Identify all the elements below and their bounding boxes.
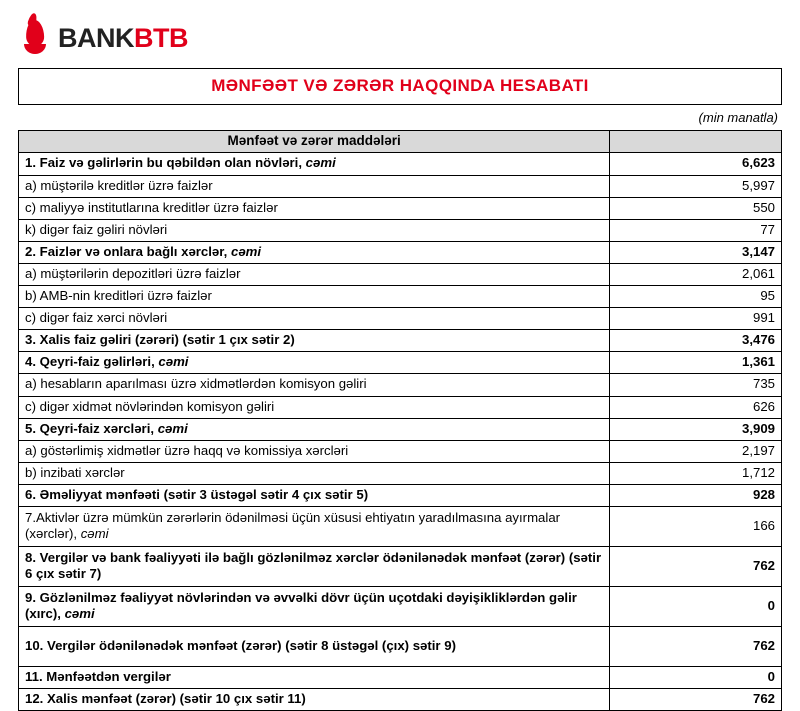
row-label [19,219,610,241]
table-row [19,197,782,219]
row-label-text: c) maliyyə institutlarına kreditlər üzrə faizlər [25,199,278,215]
flame-icon [22,18,48,58]
table-row [19,462,782,484]
row-label-text: a) müştərilərin depozitləri üzrə faizlər [25,265,241,281]
row-label-text: a) müştərilə kreditlər üzrə faizlər [25,177,213,193]
row-label [19,374,610,396]
row-label-text: 12. Xalis mənfəət (zərər) (sətir 10 çıx sətir 11) [25,691,306,707]
row-label [19,626,610,666]
row-value: 928 [610,484,782,506]
table-row [19,586,782,626]
row-value: 991 [610,308,782,330]
row-label-emphasis: cəmi [157,420,188,436]
row-label-emphasis: cəmi [305,155,336,171]
row-label-text: 5. Qeyri-faiz xərcləri, [25,420,158,436]
row-label-text: 1. Faiz və gəlirlərin bu qəbildən olan növləri, [25,155,306,171]
row-value: 2,061 [610,263,782,285]
page-title: MƏNFƏƏT VƏ ZƏRƏR HAQQINDA HESABATI [211,76,589,95]
row-label [19,352,610,374]
row-label [19,666,610,688]
table-row [19,286,782,308]
row-label [19,263,610,285]
table-row [19,506,782,546]
row-label-text: 3. Xalis faiz gəliri (zərəri) (sətir 1 çıx sətir 2) [25,332,295,348]
row-label-emphasis: cəmi [158,354,189,370]
row-label-emphasis: cəmi [80,525,109,541]
report-title-bar [18,68,782,105]
logo-wordmark [58,22,188,53]
row-label [19,546,610,586]
table-body [19,131,782,711]
row-value: 1,361 [610,352,782,374]
row-label-emphasis: cəmi [230,243,262,259]
row-label [19,484,610,506]
logo-text-secondary: BTB [134,22,188,53]
table-header-row [19,131,782,153]
table-row [19,484,782,506]
table-row [19,626,782,666]
table-row [19,153,782,175]
row-label-text: k) digər faiz gəliri növləri [25,221,168,237]
row-value: 762 [610,546,782,586]
row-value: 735 [610,374,782,396]
row-label-text: 6. Əməliyyat mənfəəti (sətir 3 üstəgəl sətir 4 çıx sətir 5) [25,486,369,502]
row-label-text: 4. Qeyri-faiz gəlirləri, [25,354,159,370]
table-row [19,546,782,586]
table-row [19,175,782,197]
row-label [19,308,610,330]
row-label [19,586,610,626]
row-label-text: c) digər xidmət növlərindən komisyon gəliri [25,398,275,414]
row-value: 166 [610,506,782,546]
row-label [19,330,610,352]
row-label-text: 11. Mənfəətdən vergilər [25,668,171,684]
row-label [19,506,610,546]
table-header-value [610,131,782,153]
row-label-text: 8. Vergilər və bank fəaliyyəti ilə bağlı gözlənilməz xərclər ödənilənədək mənfəət (zərər) (sətir 6 çıx sətir 7) [25,549,602,581]
row-label-text: a) göstərlimiş xidmətlər üzrə haqq və komissiya xərcləri [25,442,349,458]
row-value: 550 [610,197,782,219]
table-row [19,374,782,396]
brand-logo [18,14,782,62]
table-row [19,219,782,241]
table-row [19,263,782,285]
row-value: 762 [610,626,782,666]
row-value: 6,623 [610,153,782,175]
row-value: 3,909 [610,418,782,440]
row-label [19,462,610,484]
table-header-label: Mənfəət və zərər maddələri [19,131,610,153]
row-label-text: b) AMB-nin kreditləri üzrə faizlər [25,288,212,304]
table-row [19,396,782,418]
row-label [19,241,610,263]
row-label [19,197,610,219]
table-row [19,308,782,330]
row-label [19,689,610,711]
table-row [19,689,782,711]
row-label [19,440,610,462]
row-value: 5,997 [610,175,782,197]
row-value: 77 [610,219,782,241]
row-label [19,175,610,197]
logo-text-primary: BANK [58,22,134,53]
row-value: 3,476 [610,330,782,352]
table-row [19,330,782,352]
table-row [19,241,782,263]
row-value: 3,147 [610,241,782,263]
row-label [19,286,610,308]
row-label [19,418,610,440]
row-value: 95 [610,286,782,308]
row-label-text: 7.Aktivlər üzrə mümkün zərərlərin ödənilməsi üçün xüsusi ehtiyatın yaradılmasına ayırmalar (xərclər), [25,509,561,541]
units-note: (min manatla) [698,110,778,125]
table-row [19,352,782,374]
row-label [19,153,610,175]
table-row [19,666,782,688]
row-label-text: c) digər faiz xərci növləri [25,310,168,326]
row-label-text: b) inzibati xərclər [25,464,125,480]
row-value: 626 [610,396,782,418]
row-value: 1,712 [610,462,782,484]
profit-loss-table [18,130,782,711]
table-row [19,440,782,462]
row-value: 762 [610,689,782,711]
row-label-text: 9. Gözlənilməz fəaliyyət növlərindən və əvvəlki dövr üçün uçotdaki dəyişikliklərdən gəlir (xırc), [25,589,577,621]
row-label-text: 10. Vergilər ödənilənədək mənfəət (zərər) (sətir 8 üstəgəl (çıx) sətir 9) [25,637,456,653]
row-label [19,396,610,418]
row-value: 0 [610,666,782,688]
table-row [19,418,782,440]
row-label-emphasis: cəmi [64,605,95,621]
row-label-text: a) hesabların aparılması üzrə xidmətlərdən komisyon gəliri [25,376,367,392]
row-value: 2,197 [610,440,782,462]
row-label-text: 2. Faizlər və onlara bağlı xərclər, [25,243,231,259]
row-value: 0 [610,586,782,626]
